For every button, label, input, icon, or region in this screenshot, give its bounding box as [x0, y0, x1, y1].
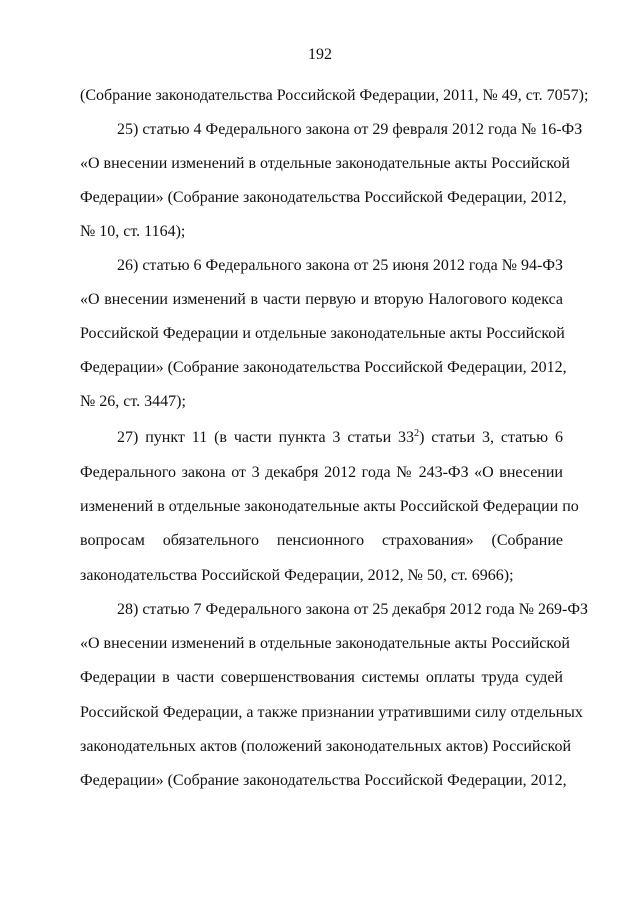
list-item-28-line: 28) статью 7 Федерального закона от 25 декабря 2012 года № 269-ФЗ: [117, 601, 588, 618]
text-line: «О внесении изменений в части первую и вторую Налогового кодекса: [80, 291, 563, 308]
list-item-26-line: 26) статью 6 Федерального закона от 25 июня 2012 года № 94-ФЗ: [117, 257, 564, 274]
text-line: изменений в отдельные законодательные акты Российской Федерации по: [80, 498, 579, 515]
text-line: Российской Федерации и отдельные законодательные акты Российской: [80, 325, 565, 342]
text-line: Федерации» (Собрание законодательства Российской Федерации, 2012,: [80, 189, 567, 206]
text-line: законодательства Российской Федерации, 2012, № 50, ст. 6966);: [80, 567, 514, 584]
text-fragment: 27) пункт 11 (в части пункта 3 статьи 33: [117, 429, 415, 446]
text-line: Федерации в части совершенствования системы оплаты труда судей: [80, 669, 563, 686]
list-item-27-line: [117, 428, 563, 448]
text-line: № 26, ст. 3447);: [80, 393, 186, 410]
text-line: (Собрание законодательства Российской Федерации, 2011, № 49, ст. 7057);: [80, 87, 589, 104]
text-line: Федерации» (Собрание законодательства Российской Федерации, 2012,: [80, 772, 567, 789]
page-number: 192: [308, 46, 332, 63]
text-line: «О внесении изменений в отдельные законодательные акты Российской: [80, 635, 570, 652]
text-line: Федерации» (Собрание законодательства Российской Федерации, 2012,: [80, 359, 567, 376]
text-line: вопросам обязательного пенсионного страхования» (Собрание: [80, 532, 563, 549]
superscript: 2: [414, 428, 420, 439]
text-line: законодательных актов (положений законодательных актов) Российской: [80, 738, 572, 755]
text-line: № 10, ст. 1164);: [80, 223, 186, 240]
list-item-25-line: 25) статью 4 Федерального закона от 29 февраля 2012 года № 16-ФЗ: [117, 121, 583, 138]
text-line: Федерального закона от 3 декабря 2012 года № 243-ФЗ «О внесении: [80, 464, 563, 481]
text-fragment: ) статьи 3, статью 6: [419, 429, 564, 446]
text-line: «О внесении изменений в отдельные законодательные акты Российской: [80, 155, 570, 172]
text-line: Российской Федерации, а также признании утратившими силу отдельных: [80, 704, 583, 721]
